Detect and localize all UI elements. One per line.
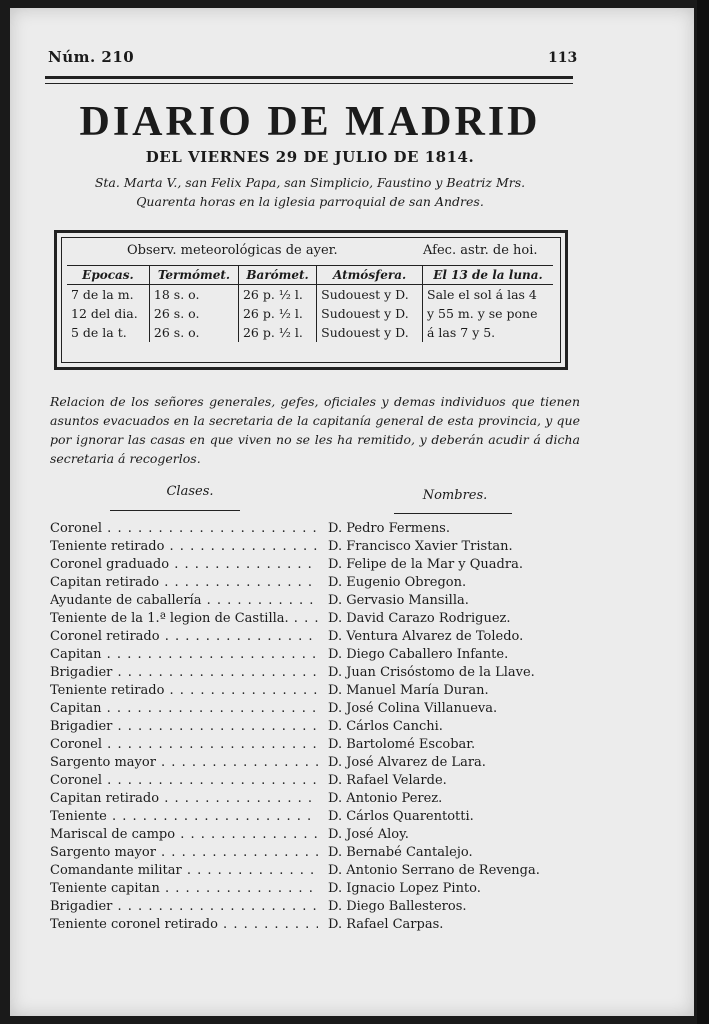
- issue-number: Núm. 210: [48, 48, 135, 66]
- clase-text: Coronel . . .: [50, 772, 318, 790]
- clase-text: Brigadier . . .: [50, 898, 318, 916]
- clase-text: Capitan retirado . . .: [50, 790, 318, 808]
- col-atmosfera: Atmósfera.: [317, 266, 423, 285]
- nombre-text: D. Rafael Velarde.: [328, 773, 447, 788]
- termo-cell: 26 s. o.: [149, 323, 238, 342]
- nombre-text: D. Manuel María Duran.: [328, 683, 489, 698]
- nombre-text: D. Ignacio Lopez Pinto.: [328, 881, 481, 896]
- nombre-text: D. Bernabé Cantalejo.: [328, 845, 473, 860]
- baro-cell: 26 p. ½ l.: [238, 304, 316, 323]
- list-item: [50, 790, 590, 808]
- clases-underline: [110, 510, 240, 511]
- termo-cell: 18 s. o.: [149, 285, 238, 305]
- col-epocas: Epocas.: [67, 266, 149, 285]
- weather-heading: Observ. meteorológicas de ayer.: [127, 243, 338, 258]
- baro-cell: 26 p. ½ l.: [238, 285, 316, 305]
- termo-cell: 26 s. o.: [149, 304, 238, 323]
- nombre-text: D. Eugenio Obregon.: [328, 575, 467, 590]
- col-luna: El 13 de la luna.: [423, 266, 554, 285]
- list-item: [50, 628, 590, 646]
- nombre-text: D. Antonio Perez.: [328, 791, 443, 806]
- table-row: [67, 304, 553, 323]
- list-item: [50, 898, 590, 916]
- luna-cell: Sale el sol á las 4: [427, 287, 537, 302]
- nombre-text: D. Gervasio Mansilla.: [328, 593, 469, 608]
- list-item: [50, 718, 590, 736]
- nombre-text: D. Rafael Carpas.: [328, 917, 444, 932]
- clase-text: Brigadier . . .: [50, 664, 318, 682]
- scan-dark-edge: [697, 0, 709, 1024]
- weather-header-row: [67, 266, 553, 285]
- top-rule-thin: [45, 83, 573, 84]
- clases-header: Clases.: [166, 484, 214, 499]
- clase-text: Capitan . . .: [50, 700, 318, 718]
- list-item: [50, 844, 590, 862]
- saints-line-1: Sta. Marta V., san Felix Papa, san Simplicio, Faustino y Beatriz Mrs.: [94, 175, 526, 190]
- page-number: 113: [548, 50, 578, 66]
- top-rule: [45, 76, 573, 79]
- list-item: [50, 646, 590, 664]
- list-item: [50, 862, 590, 880]
- nombres-header: Nombres.: [422, 488, 488, 503]
- col-termometro: Termómet.: [149, 266, 238, 285]
- table-row: [67, 285, 553, 305]
- epoca-cell: 7 de la m.: [67, 285, 149, 305]
- table-row: [67, 323, 553, 342]
- clase-text: Teniente retirado . . .: [50, 538, 318, 556]
- nombre-text: D. José Aloy.: [328, 827, 409, 842]
- notice-paragraph: Relacion de los señores generales, gefes, oficiales y demas individuos que tienen asuntos evacuados en la secretaria de la capitanía general de esta provincia, y que por ignorar las casas en que viven no se les ha remitido, y deberán acudir á dicha secretaria á recogerlos.: [50, 394, 580, 466]
- nombre-text: D. Juan Crisóstomo de la Llave.: [328, 665, 535, 680]
- clase-text: Coronel . . .: [50, 520, 318, 538]
- list-item: [50, 538, 590, 556]
- baro-cell: 26 p. ½ l.: [238, 323, 316, 342]
- clase-text: Coronel graduado . . .: [50, 556, 318, 574]
- issue-date: DEL VIERNES 29 DE JULIO DE 1814.: [145, 148, 475, 166]
- clase-text: Teniente retirado . . .: [50, 682, 318, 700]
- clase-text: Coronel . . .: [50, 736, 318, 754]
- list-item: [50, 736, 590, 754]
- list-item: [50, 610, 590, 628]
- list-item: [50, 556, 590, 574]
- clase-text: Teniente capitan . . .: [50, 880, 318, 898]
- nombre-text: D. Felipe de la Mar y Quadra.: [328, 557, 523, 572]
- list-item: [50, 808, 590, 826]
- epoca-cell: 12 del dia.: [67, 304, 149, 323]
- clase-text: Ayudante de caballería . . .: [50, 592, 318, 610]
- atmos-cell: Sudouest y D.: [317, 304, 423, 323]
- nombre-text: D. José Alvarez de Lara.: [328, 755, 486, 770]
- saints-line-2: Quarenta horas en la iglesia parroquial de san Andres.: [136, 194, 484, 209]
- luna-cell: á las 7 y 5.: [427, 325, 496, 340]
- list-item: [50, 664, 590, 682]
- nombre-text: D. David Carazo Rodriguez.: [328, 611, 511, 626]
- list-item: [50, 772, 590, 790]
- clase-text: Coronel retirado . . .: [50, 628, 318, 646]
- list-item: [50, 700, 590, 718]
- saints-of-day: [45, 173, 575, 211]
- nombre-text: D. Antonio Serrano de Revenga.: [328, 863, 540, 878]
- clase-text: Capitan retirado . . .: [50, 574, 318, 592]
- astro-heading: Afec. astr. de hoi.: [423, 243, 538, 258]
- clase-text: Teniente coronel retirado . . .: [50, 916, 318, 934]
- weather-table: [67, 265, 553, 342]
- nombre-text: D. Diego Ballesteros.: [328, 899, 467, 914]
- nombres-underline: [394, 513, 512, 514]
- nombre-text: D. Cárlos Quarentotti.: [328, 809, 474, 824]
- clase-text: Comandante militar . . .: [50, 862, 318, 880]
- clase-text: Sargento mayor . . .: [50, 754, 318, 772]
- list-item: [50, 574, 590, 592]
- newspaper-page: [10, 8, 694, 1016]
- nombre-text: D. Ventura Alvarez de Toledo.: [328, 629, 524, 644]
- masthead-title: DIARIO DE MADRID: [79, 99, 541, 145]
- atmos-cell: Sudouest y D.: [317, 285, 423, 305]
- nombre-text: D. José Colina Villanueva.: [328, 701, 498, 716]
- epoca-cell: 5 de la t.: [67, 323, 149, 342]
- weather-table-box: [54, 230, 568, 370]
- list-item: [50, 682, 590, 700]
- clase-text: Teniente de la 1.ª legion de Castilla. . . .: [50, 610, 318, 628]
- list-item: [50, 592, 590, 610]
- list-item: [50, 916, 590, 934]
- col-barometro: Barómet.: [238, 266, 316, 285]
- clase-text: Brigadier . . .: [50, 718, 318, 736]
- nombre-text: D. Diego Caballero Infante.: [328, 647, 509, 662]
- clase-text: Mariscal de campo . . .: [50, 826, 318, 844]
- atmos-cell: Sudouest y D.: [317, 323, 423, 342]
- clase-text: Sargento mayor . . .: [50, 844, 318, 862]
- clase-text: Teniente . . .: [50, 808, 318, 826]
- list-item: [50, 880, 590, 898]
- clase-text: Capitan . . .: [50, 646, 318, 664]
- officers-list: [50, 520, 590, 934]
- nombre-text: D. Pedro Fermens.: [328, 521, 450, 536]
- luna-cell: y 55 m. y se pone: [427, 306, 538, 321]
- list-item: [50, 826, 590, 844]
- list-item: [50, 520, 590, 538]
- nombre-text: D. Bartolomé Escobar.: [328, 737, 476, 752]
- nombre-text: D. Francisco Xavier Tristan.: [328, 539, 513, 554]
- nombre-text: D. Cárlos Canchi.: [328, 719, 443, 734]
- list-item: [50, 754, 590, 772]
